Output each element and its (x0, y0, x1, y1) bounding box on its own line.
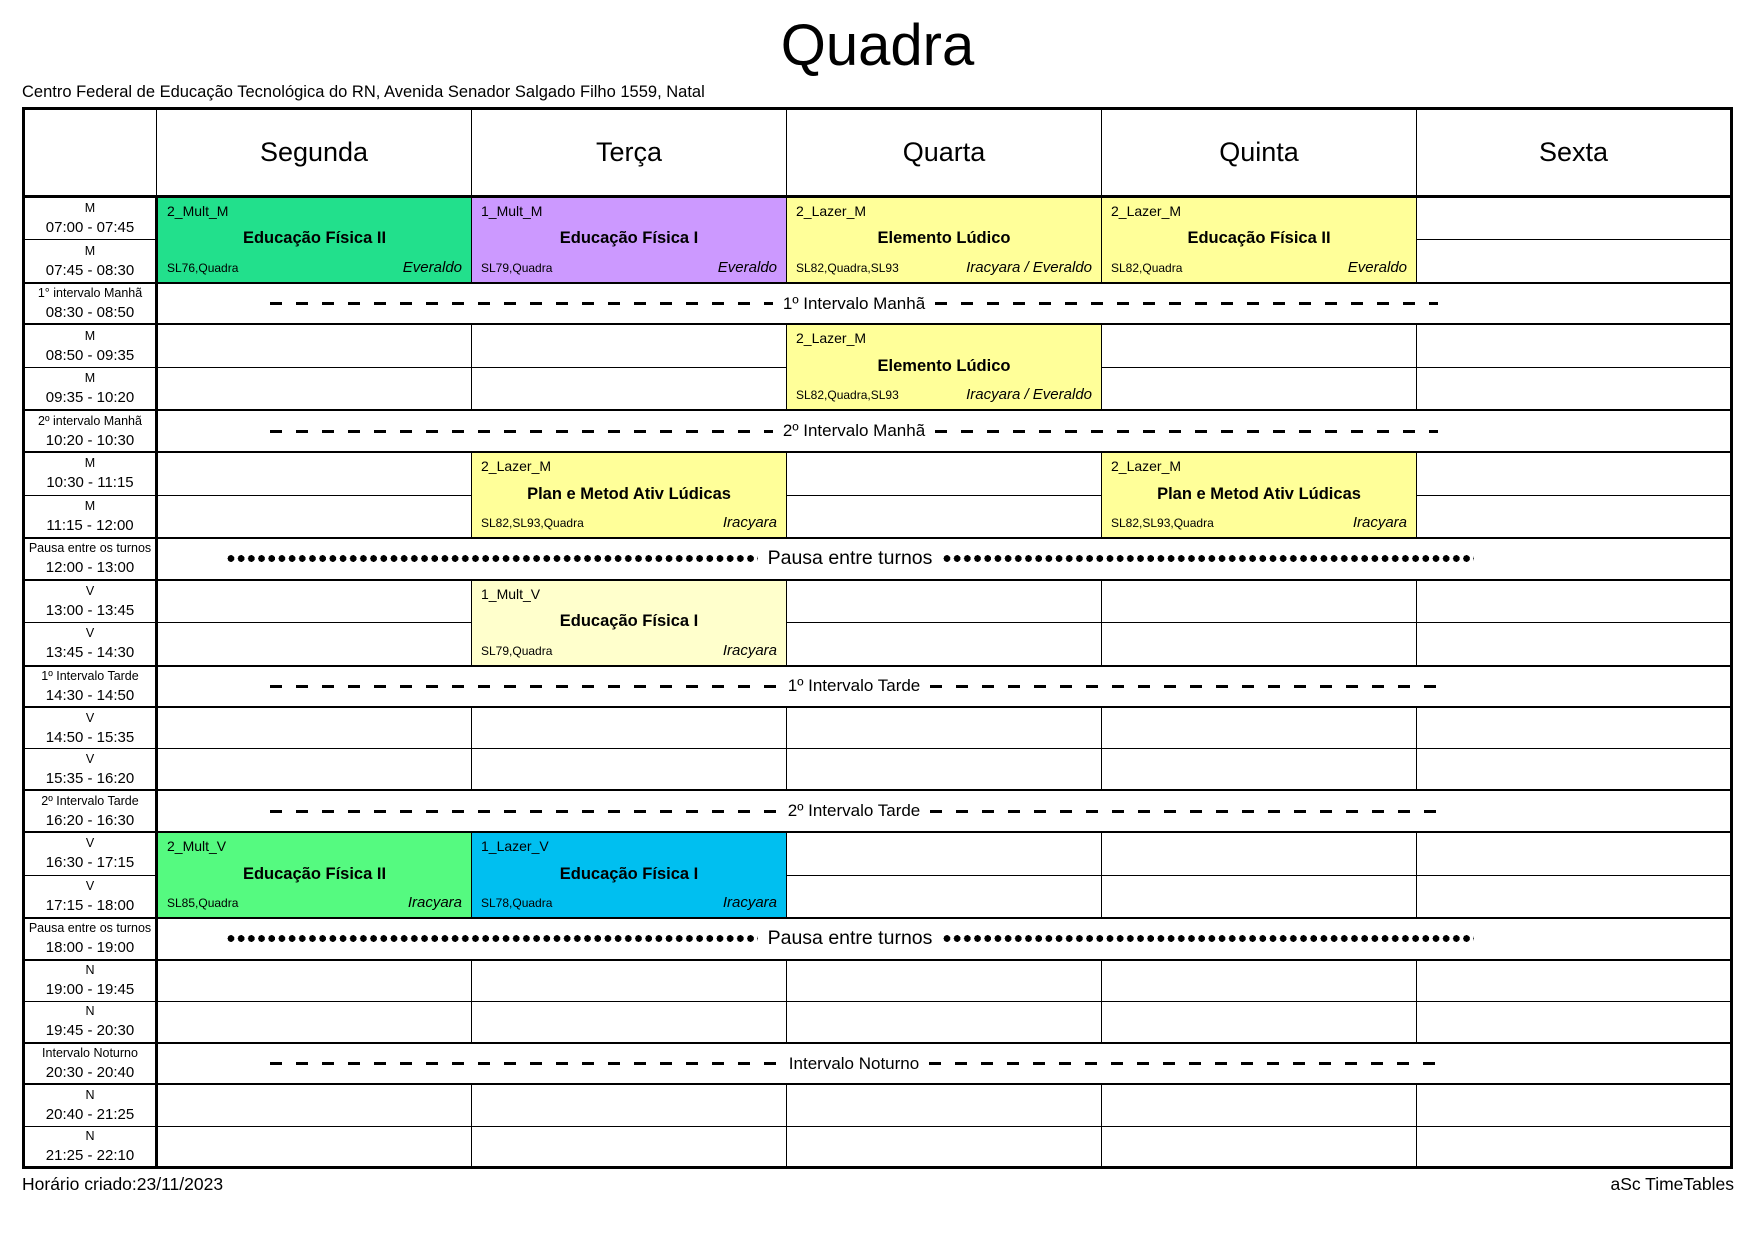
empty-cell (1417, 495, 1732, 538)
timetable-row (24, 666, 1732, 708)
empty-cell (157, 1001, 472, 1043)
lesson-room: SL82,SL93,Quadra (1111, 516, 1214, 531)
timetable-page (0, 13, 1755, 1257)
footer (22, 1174, 1734, 1195)
lesson-subject: Elemento Lúdico (877, 356, 1011, 375)
empty-cell (1102, 960, 1417, 1002)
lesson-room: SL76,Quadra (167, 260, 239, 275)
period-time: 16:30 - 17:15 (45, 854, 135, 872)
footer-brand: aSc TimeTables (1610, 1174, 1734, 1195)
period-label: 2º intervalo Manhã (38, 413, 142, 428)
empty-cell (1417, 324, 1732, 367)
lesson-group: 2_Lazer_M (1111, 458, 1182, 475)
lesson-teacher: Iracyara (722, 514, 777, 532)
period-cell (24, 324, 157, 367)
day-header-segunda: Segunda (157, 108, 472, 196)
lesson-teacher: Iracyara / Everaldo (966, 386, 1092, 404)
timetable-row (24, 538, 1732, 580)
lesson-room: SL79,Quadra (481, 260, 553, 275)
lesson-group: 2_Lazer_M (481, 458, 552, 475)
header-row (24, 108, 1732, 196)
empty-cell (787, 707, 1102, 749)
break-line-right (930, 685, 1438, 688)
timetable-row (24, 1084, 1732, 1126)
empty-cell (472, 749, 787, 791)
period-cell (24, 283, 157, 325)
timetable-row (24, 324, 1732, 367)
empty-cell (1102, 324, 1417, 367)
lesson-footer (481, 894, 777, 911)
empty-cell (1102, 875, 1417, 918)
period-label: N (85, 1128, 95, 1143)
empty-cell (1102, 1126, 1417, 1168)
empty-cell (157, 324, 472, 367)
day-header-sexta: Sexta (1417, 108, 1732, 196)
empty-cell (1417, 875, 1732, 918)
lesson-block (1102, 196, 1417, 283)
lesson-block (472, 580, 787, 666)
period-cell (24, 960, 157, 1002)
break-line-left (226, 934, 758, 943)
empty-cell (472, 1084, 787, 1126)
break-line-right (942, 934, 1474, 943)
timetable-row (24, 283, 1732, 325)
empty-cell (1417, 960, 1732, 1002)
period-time: 11:15 - 12:00 (46, 516, 134, 534)
empty-cell (157, 452, 472, 495)
break-banner (226, 927, 1474, 950)
period-label: 1º Intervalo Tarde (41, 668, 139, 683)
timetable-row (24, 580, 1732, 623)
lesson-footer (796, 386, 1092, 403)
break-banner (270, 1054, 1438, 1074)
lesson-block (157, 196, 472, 283)
lesson-room: SL82,Quadra,SL93 (796, 260, 899, 275)
period-time: 10:20 - 10:30 (45, 431, 135, 449)
period-cell (24, 918, 157, 960)
period-label: M (84, 201, 96, 216)
period-cell (24, 495, 157, 538)
lesson-group: 2_Lazer_M (796, 330, 867, 347)
lesson-teacher: Everaldo (402, 258, 462, 276)
break-label: 2º Intervalo Tarde (787, 801, 921, 821)
empty-cell (1102, 367, 1417, 410)
break-row-cell (157, 283, 1732, 325)
empty-cell (1417, 1126, 1732, 1168)
lesson-footer (167, 259, 462, 276)
empty-cell (787, 452, 1102, 495)
period-label: M (84, 243, 96, 258)
period-cell (24, 1043, 157, 1085)
break-line-left (270, 685, 778, 688)
empty-cell (787, 1001, 1102, 1043)
lesson-room: SL78,Quadra (481, 896, 553, 911)
empty-cell (157, 367, 472, 410)
empty-cell (1417, 452, 1732, 495)
period-cell (24, 666, 157, 708)
period-label: 1° intervalo Manhã (37, 286, 143, 301)
empty-cell (1417, 707, 1732, 749)
empty-cell (157, 749, 472, 791)
lesson-room: SL82,SL93,Quadra (481, 516, 584, 531)
lesson-block (787, 324, 1102, 410)
period-time: 09:35 - 10:20 (45, 389, 135, 407)
period-time: 19:00 - 19:45 (45, 981, 135, 999)
break-row-cell (157, 1043, 1732, 1085)
period-time: 15:35 - 16:20 (45, 769, 135, 787)
period-label: 2º Intervalo Tarde (41, 793, 139, 808)
period-cell (24, 410, 157, 452)
period-cell (24, 196, 157, 239)
break-line-right (935, 302, 1438, 305)
period-time: 14:50 - 15:35 (45, 728, 135, 746)
lesson-content (472, 833, 786, 917)
break-label: 1º Intervalo Manhã (782, 293, 926, 313)
lesson-subject: Educação Física II (242, 229, 387, 248)
period-label: M (84, 498, 96, 513)
lesson-teacher: Iracyara (1352, 514, 1407, 532)
break-row-cell (157, 410, 1732, 452)
period-cell (24, 790, 157, 832)
timetable-row (24, 1001, 1732, 1043)
lesson-footer (481, 259, 777, 276)
period-time: 07:00 - 07:45 (45, 219, 135, 237)
lesson-content (787, 325, 1101, 409)
empty-cell (472, 960, 787, 1002)
period-cell (24, 538, 157, 580)
period-label: Pausa entre os turnos (28, 921, 152, 936)
lesson-content (158, 198, 471, 282)
empty-cell (1102, 1001, 1417, 1043)
lesson-content (787, 198, 1101, 282)
period-time: 14:30 - 14:50 (45, 686, 135, 704)
period-label: V (85, 751, 95, 766)
break-banner (270, 294, 1438, 314)
timetable-row (24, 623, 1732, 666)
lesson-teacher: Iracyara / Everaldo (966, 258, 1092, 276)
period-time: 12:00 - 13:00 (45, 559, 135, 577)
period-time: 13:00 - 13:45 (45, 601, 135, 619)
day-header-quarta: Quarta (787, 108, 1102, 196)
lesson-subject: Educação Física I (559, 864, 699, 883)
lesson-block (157, 832, 472, 918)
lesson-teacher: Iracyara (722, 641, 777, 659)
period-label: M (84, 371, 96, 386)
break-label: Pausa entre turnos (767, 927, 933, 950)
period-cell (24, 240, 157, 283)
period-cell (24, 1001, 157, 1043)
period-label: V (85, 878, 95, 893)
period-label: N (85, 1087, 95, 1102)
break-line-left (226, 554, 758, 563)
period-label: N (85, 1004, 95, 1019)
lesson-group: 2_Lazer_M (1111, 202, 1182, 219)
break-row-cell (157, 666, 1732, 708)
period-time: 21:25 - 22:10 (45, 1146, 135, 1164)
break-row-cell (157, 790, 1732, 832)
timetable-row (24, 749, 1732, 791)
lesson-footer (1111, 259, 1407, 276)
empty-cell (1417, 1084, 1732, 1126)
lesson-footer (481, 514, 777, 531)
break-label: Intervalo Noturno (788, 1053, 920, 1073)
timetable (22, 107, 1733, 1169)
period-cell (24, 367, 157, 410)
break-line-right (929, 1062, 1438, 1065)
lesson-block (787, 196, 1102, 283)
timetable-row (24, 960, 1732, 1002)
break-banner (226, 547, 1474, 570)
empty-cell (157, 580, 472, 623)
break-label: Pausa entre turnos (767, 547, 933, 570)
empty-cell (1417, 580, 1732, 623)
empty-cell (787, 495, 1102, 538)
empty-cell (787, 1126, 1102, 1168)
empty-cell (1417, 1001, 1732, 1043)
period-label: V (85, 626, 95, 641)
period-label: M (84, 328, 96, 343)
empty-cell (1102, 623, 1417, 666)
lesson-content (1102, 453, 1416, 537)
period-label: Intervalo Noturno (42, 1046, 138, 1061)
period-time: 16:20 - 16:30 (45, 811, 135, 829)
empty-cell (472, 324, 787, 367)
empty-cell (1417, 832, 1732, 875)
period-cell (24, 707, 157, 749)
empty-cell (1102, 832, 1417, 875)
lesson-subject: Plan e Metod Ativ Lúdicas (1157, 484, 1361, 503)
lesson-group: 2_Mult_V (167, 838, 227, 855)
lesson-room: SL82,Quadra (1111, 260, 1183, 275)
timetable-row (24, 707, 1732, 749)
timetable-row (24, 790, 1732, 832)
empty-cell (1417, 196, 1732, 239)
lesson-content (1102, 198, 1416, 282)
empty-cell (1102, 749, 1417, 791)
lesson-content (472, 581, 786, 665)
lesson-room: SL82,Quadra,SL93 (796, 388, 899, 403)
lesson-room: SL79,Quadra (481, 643, 553, 658)
break-banner (270, 801, 1438, 821)
empty-cell (157, 495, 472, 538)
lesson-teacher: Iracyara (722, 894, 777, 912)
lesson-group: 2_Lazer_M (796, 202, 867, 219)
empty-cell (787, 1084, 1102, 1126)
footer-created-date: Horário criado:23/11/2023 (22, 1174, 224, 1195)
lesson-room: SL85,Quadra (167, 896, 239, 911)
break-row-cell (157, 918, 1732, 960)
empty-cell (472, 1126, 787, 1168)
empty-cell (472, 1001, 787, 1043)
break-label: 2º Intervalo Manhã (782, 421, 926, 441)
empty-cell (157, 1126, 472, 1168)
timetable-row (24, 495, 1732, 538)
period-label: V (85, 836, 95, 851)
timetable-row (24, 832, 1732, 875)
period-time: 17:15 - 18:00 (45, 896, 135, 914)
empty-cell (787, 832, 1102, 875)
period-time: 13:45 - 14:30 (45, 644, 135, 662)
break-banner (270, 421, 1438, 441)
period-time: 19:45 - 20:30 (45, 1022, 135, 1040)
lesson-content (472, 198, 786, 282)
period-label: N (85, 963, 95, 978)
period-cell (24, 452, 157, 495)
empty-cell (472, 367, 787, 410)
period-cell (24, 623, 157, 666)
lesson-teacher: Everaldo (717, 258, 777, 276)
break-banner (270, 676, 1438, 696)
lesson-footer (481, 642, 777, 659)
lesson-subject: Educação Física I (559, 229, 699, 248)
lesson-block (1102, 452, 1417, 538)
period-label: Pausa entre os turnos (28, 541, 152, 556)
lesson-teacher: Everaldo (1347, 258, 1407, 276)
period-cell (24, 749, 157, 791)
timetable-row (24, 410, 1732, 452)
lesson-subject: Educação Física II (242, 864, 387, 883)
break-label: 1º Intervalo Tarde (787, 676, 921, 696)
lesson-subject: Elemento Lúdico (877, 229, 1011, 248)
period-cell (24, 1126, 157, 1168)
break-line-left (270, 302, 773, 305)
period-time: 08:30 - 08:50 (45, 304, 135, 322)
corner-cell (24, 108, 157, 196)
empty-cell (1102, 707, 1417, 749)
empty-cell (787, 749, 1102, 791)
lesson-group: 1_Mult_M (481, 202, 543, 219)
period-time: 18:00 - 19:00 (45, 939, 135, 957)
lesson-group: 2_Mult_M (167, 202, 229, 219)
break-line-left (270, 810, 778, 813)
period-cell (24, 832, 157, 875)
empty-cell (157, 960, 472, 1002)
empty-cell (1102, 1084, 1417, 1126)
empty-cell (1417, 749, 1732, 791)
day-header-terca: Terça (472, 108, 787, 196)
break-line-right (930, 810, 1438, 813)
empty-cell (472, 707, 787, 749)
break-row-cell (157, 538, 1732, 580)
lesson-subject: Plan e Metod Ativ Lúdicas (527, 484, 731, 503)
page-title: Quadra (780, 13, 975, 78)
lesson-content (472, 453, 786, 537)
period-label: V (85, 583, 95, 598)
lesson-block (472, 832, 787, 918)
timetable-row (24, 1126, 1732, 1168)
timetable-row (24, 196, 1732, 239)
period-time: 07:45 - 08:30 (45, 261, 135, 279)
period-label: M (84, 456, 96, 471)
lesson-teacher: Iracyara (407, 894, 462, 912)
empty-cell (1417, 367, 1732, 410)
lesson-subject: Educação Física I (559, 612, 699, 631)
empty-cell (157, 707, 472, 749)
empty-cell (787, 623, 1102, 666)
lesson-group: 1_Lazer_V (481, 838, 549, 855)
school-subtitle: Centro Federal de Educação Tecnológica do RN, Avenida Senador Salgado Filho 1559, Natal (22, 82, 705, 101)
lesson-footer (1111, 514, 1407, 531)
break-line-right (935, 430, 1438, 433)
lesson-footer (167, 894, 462, 911)
timetable-row (24, 918, 1732, 960)
lesson-block (472, 196, 787, 283)
empty-cell (1102, 580, 1417, 623)
lesson-group: 1_Mult_V (481, 585, 541, 602)
timetable-row (24, 1043, 1732, 1085)
empty-cell (787, 960, 1102, 1002)
lesson-footer (796, 259, 1092, 276)
empty-cell (157, 623, 472, 666)
period-time: 08:50 - 09:35 (45, 346, 135, 364)
timetable-row (24, 452, 1732, 495)
period-cell (24, 875, 157, 918)
empty-cell (157, 1084, 472, 1126)
break-line-left (270, 1062, 779, 1065)
empty-cell (1417, 240, 1732, 283)
period-cell (24, 580, 157, 623)
empty-cell (787, 580, 1102, 623)
empty-cell (1417, 623, 1732, 666)
day-header-quinta: Quinta (1102, 108, 1417, 196)
empty-cell (787, 875, 1102, 918)
period-label: V (85, 710, 95, 725)
break-line-right (942, 554, 1474, 563)
period-time: 10:30 - 11:15 (46, 474, 134, 492)
break-line-left (270, 430, 773, 433)
period-time: 20:40 - 21:25 (45, 1105, 135, 1123)
period-time: 20:30 - 20:40 (45, 1064, 135, 1082)
period-cell (24, 1084, 157, 1126)
lesson-subject: Educação Física II (1187, 229, 1331, 248)
lesson-block (472, 452, 787, 538)
lesson-content (158, 833, 471, 917)
